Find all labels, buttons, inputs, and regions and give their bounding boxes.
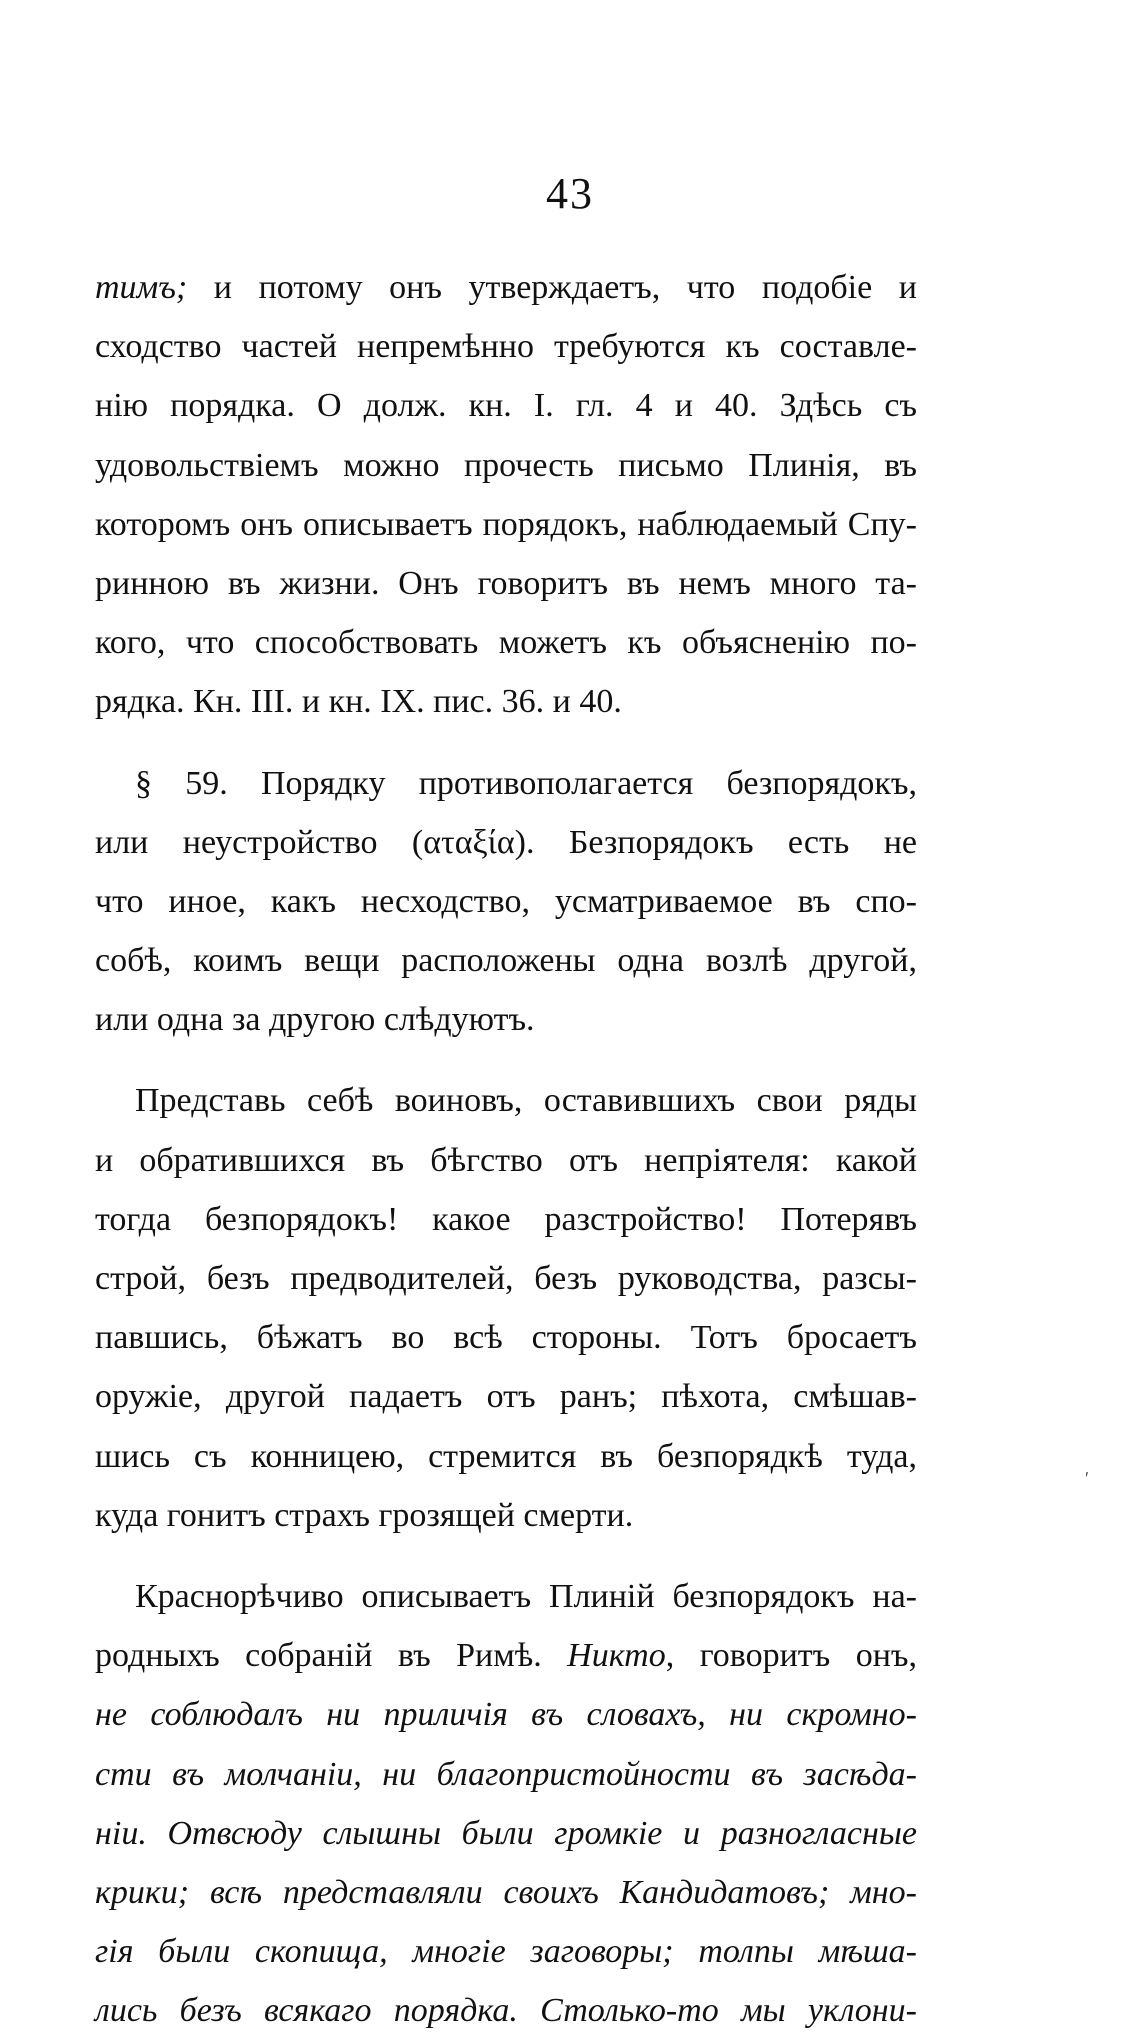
margin-speck: ʹ xyxy=(1085,1468,1089,1488)
italic-fragment: тимъ; xyxy=(95,269,188,306)
paragraph xyxy=(95,1567,917,2040)
quote-line: не соблюдалъ ни приличія въ словахъ, ни скромно- xyxy=(95,1696,917,1734)
text-line: павшись, бѣжатъ во всѣ стороны. Тотъ бросаетъ xyxy=(95,1319,917,1357)
text-line: оружіе, другой падаетъ отъ ранъ; пѣхота, смѣшав- xyxy=(95,1378,917,1416)
text-line xyxy=(95,258,917,317)
paragraph xyxy=(95,1071,917,1545)
text-line: тогда безпорядокъ! какое разстройство! Потерявъ xyxy=(95,1200,917,1238)
italic-fragment: Никто xyxy=(567,1637,666,1675)
paragraph xyxy=(95,258,917,732)
text-line: Представь себѣ воиновъ, оставившихъ свои ряды xyxy=(135,1082,917,1120)
paragraph-gap xyxy=(95,1049,917,1071)
text-line: сходство частей непремѣнно требуются къ составле- xyxy=(95,328,917,366)
text-fragment: и потому онъ утверждаетъ, что подобіе и xyxy=(187,269,917,306)
text-fragment: , говоритъ онъ, xyxy=(665,1637,917,1675)
text-line: рядка. Кн. III. и кн. IX. пис. 36. и 40. xyxy=(95,683,622,721)
quote-line: ніи. Отвсюду слышны были громкіе и разногласные xyxy=(95,1814,917,1852)
quote-line: гія были скопища, многіе заговоры; толпы мѣша- xyxy=(95,1933,917,1971)
body-text xyxy=(95,258,917,2040)
text-line: удовольствіемъ можно прочесть письмо Плинія, въ xyxy=(95,446,917,484)
page-number: 43 xyxy=(546,169,594,218)
paragraph-gap xyxy=(95,732,917,754)
text-line: куда гонитъ страхъ грозящей смерти. xyxy=(95,1496,634,1534)
text-line: которомъ онъ описываетъ порядокъ, наблюдаемый Спу- xyxy=(95,505,917,543)
quote-line: крики; всѣ представляли своихъ Кандидатовъ; мно- xyxy=(95,1873,917,1911)
text-line: собѣ, коимъ вещи расположены одна возлѣ другой, xyxy=(95,942,917,980)
text-line: и обратившихся въ бѣгство отъ непріятеля: какой xyxy=(95,1141,917,1179)
text-fragment: родныхъ собраній въ Римѣ. xyxy=(95,1637,568,1675)
text-line: кого, что способствовать можетъ къ объясненію по- xyxy=(95,624,917,662)
text-line: или неустройство (αταξία). Безпорядокъ есть не xyxy=(95,823,917,861)
section-heading-line: § 59. Порядку противополагается безпорядокъ, xyxy=(135,764,917,802)
quote-line: лись безъ всякаго порядка. Столько-то мы уклони- xyxy=(95,1992,917,2030)
text-line: шись съ конницею, стремится въ безпорядкѣ туда, xyxy=(95,1437,917,1475)
text-line: Краснорѣчиво описываетъ Плиній безпорядокъ на- xyxy=(135,1577,917,1615)
text-line: ринною въ жизни. Онъ говоритъ въ немъ много та- xyxy=(95,564,917,602)
text-line: или одна за другою слѣдуютъ. xyxy=(95,1001,535,1039)
paragraph xyxy=(95,754,917,1050)
text-line: строй, безъ предводителей, безъ руководства, разсы- xyxy=(95,1260,917,1297)
text-line: что иное, какъ несходство, усматриваемое въ спо- xyxy=(95,882,917,920)
text-line xyxy=(95,1626,917,1685)
paragraph-gap xyxy=(95,1545,917,1567)
quote-line: сти въ молчаніи, ни благопристойности въ засѣда- xyxy=(95,1755,917,1793)
text-line: нію порядка. О долж. кн. I. гл. 4 и 40. Здѣсь съ xyxy=(95,387,917,425)
